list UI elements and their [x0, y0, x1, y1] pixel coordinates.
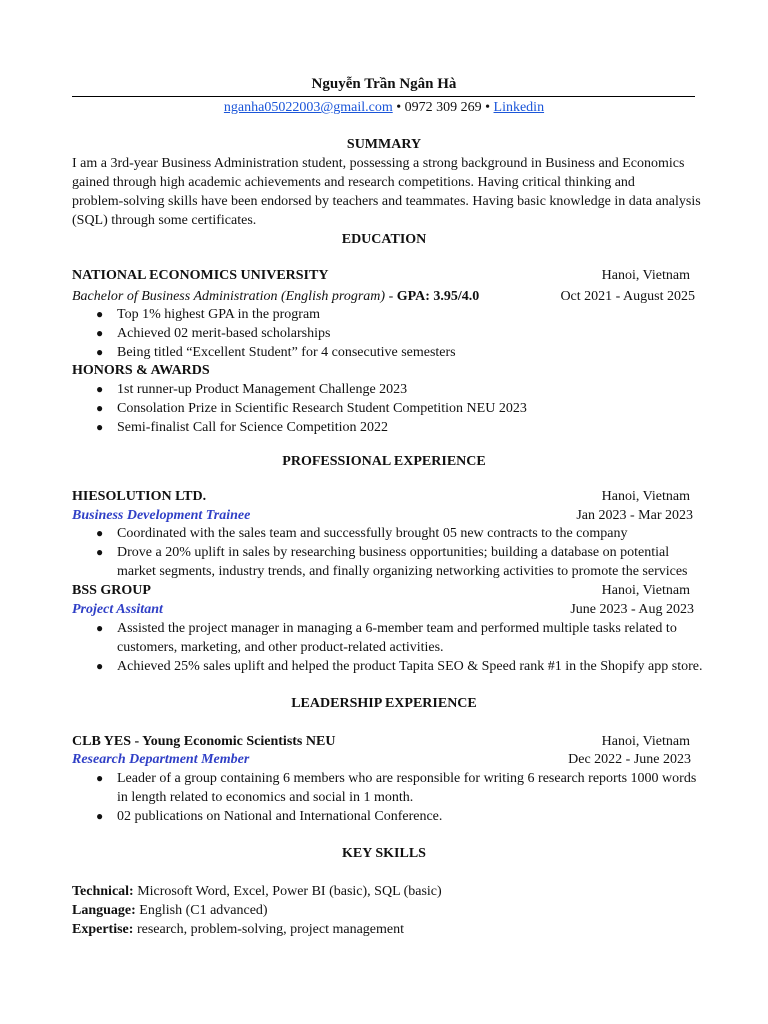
job-location: Hanoi, Vietnam	[601, 583, 690, 598]
honors-bullet: 1st runner-up Product Management Challenge 2023	[117, 382, 408, 397]
education-heading: EDUCATION	[341, 232, 427, 247]
contact-separator: •	[392, 100, 405, 115]
job-company: BSS GROUP	[72, 583, 151, 598]
contact-separator: •	[481, 100, 494, 115]
skills-heading: KEY SKILLS	[342, 846, 426, 861]
linkedin-link[interactable]: Linkedin	[493, 100, 545, 115]
leadership-bullet: Leader of a group containing 6 members who are responsible for writing 6 research reports 1000 words	[117, 771, 697, 786]
bullet-icon: ●	[96, 526, 104, 540]
skills-language-label: Language:	[72, 903, 136, 918]
job-role: Project Assitant	[72, 602, 163, 617]
summary-line: problem-solving skills have been endorsed by teachers and teammates. Having basic knowledge in data analysis	[72, 194, 701, 209]
job-role: Business Development Trainee	[72, 508, 251, 523]
leadership-role: Research Department Member	[72, 752, 250, 767]
skills-language-value: English (C1 advanced)	[135, 903, 268, 918]
bullet-icon: ●	[96, 621, 104, 635]
honors-heading: HONORS & AWARDS	[72, 363, 210, 378]
job-bullet-continuation: market segments, industry trends, and finally organizing networking activities to promote the services	[117, 564, 688, 579]
skills-expertise-value: research, problem-solving, project management	[133, 922, 405, 937]
summary-line: I am a 3rd-year Business Administration student, possessing a strong background in Business and Economics	[72, 156, 685, 171]
leadership-location: Hanoi, Vietnam	[601, 734, 690, 749]
phone-number: 0972 309 269	[404, 100, 482, 115]
job-bullet-continuation: customers, marketing, and other product-related activities.	[117, 640, 444, 655]
leadership-bullet: 02 publications on National and International Conference.	[117, 809, 443, 824]
skills-technical-value: Microsoft Word, Excel, Power BI (basic), SQL (basic)	[133, 884, 442, 899]
bullet-icon: ●	[96, 809, 104, 823]
skills-expertise-label: Expertise:	[72, 922, 134, 937]
summary-text	[72, 154, 701, 230]
honors-bullet: Semi-finalist Call for Science Competition 2022	[117, 420, 389, 435]
job-bullet: Assisted the project manager in managing a 6-member team and performed multiple tasks related to	[117, 621, 677, 636]
bullet-icon: ●	[96, 345, 104, 359]
education-gpa: GPA: 3.95/4.0	[396, 289, 480, 304]
job-dates: June 2023 - Aug 2023	[570, 602, 694, 617]
leadership-org: CLB YES - Young Economic Scientists NEU	[72, 734, 336, 749]
bullet-icon: ●	[96, 382, 104, 396]
job-company: HIESOLUTION LTD.	[72, 489, 207, 504]
bullet-icon: ●	[96, 659, 104, 673]
leadership-dates: Dec 2022 - June 2023	[568, 752, 691, 767]
bullet-icon: ●	[96, 771, 104, 785]
candidate-name: Nguyễn Trần Ngân Hà	[311, 76, 457, 92]
job-bullet: Coordinated with the sales team and successfully brought 05 new contracts to the company	[117, 526, 628, 541]
bullet-icon: ●	[96, 307, 104, 321]
education-degree: Bachelor of Business Administration (English program)	[72, 289, 386, 304]
summary-line: (SQL) through some certificates.	[72, 213, 257, 228]
leadership-heading: LEADERSHIP EXPERIENCE	[291, 696, 477, 711]
bullet-icon: ●	[96, 420, 104, 434]
bullet-icon: ●	[96, 326, 104, 340]
job-location: Hanoi, Vietnam	[601, 489, 690, 504]
education-school: NATIONAL ECONOMICS UNIVERSITY	[72, 268, 329, 283]
skills-expertise	[72, 920, 404, 939]
skills-technical	[72, 882, 442, 901]
experience-heading: PROFESSIONAL EXPERIENCE	[282, 454, 486, 469]
education-bullet: Being titled “Excellent Student” for 4 consecutive semesters	[117, 345, 456, 360]
job-dates: Jan 2023 - Mar 2023	[576, 508, 693, 523]
bullet-icon: ●	[96, 545, 104, 559]
email-link[interactable]: nganha05022003@gmail.com	[223, 100, 393, 115]
education-dates: Oct 2021 - August 2025	[560, 289, 695, 304]
job-bullet: Drove a 20% uplift in sales by researching business opportunities; building a database on potential	[117, 545, 670, 560]
degree-separator: -	[385, 289, 397, 304]
job-bullet: Achieved 25% sales uplift and helped the product Tapita SEO & Speed rank #1 in the Shopify app store.	[117, 659, 703, 674]
skills-language	[72, 901, 268, 920]
education-location: Hanoi, Vietnam	[601, 268, 690, 283]
skills-technical-label: Technical:	[72, 884, 134, 899]
contact-line	[0, 98, 768, 117]
education-bullet: Achieved 02 merit-based scholarships	[117, 326, 331, 341]
education-degree-line	[72, 287, 479, 306]
leadership-bullet-continuation: in length related to economics and social in 1 month.	[117, 790, 414, 805]
summary-heading: SUMMARY	[346, 137, 422, 152]
honors-bullet: Consolation Prize in Scientific Research Student Competition NEU 2023	[117, 401, 527, 416]
education-bullet: Top 1% highest GPA in the program	[117, 307, 321, 322]
bullet-icon: ●	[96, 401, 104, 415]
header-divider	[72, 96, 695, 97]
summary-line: gained through high academic achievements and research competitions. Having critical thinking and	[72, 175, 635, 190]
